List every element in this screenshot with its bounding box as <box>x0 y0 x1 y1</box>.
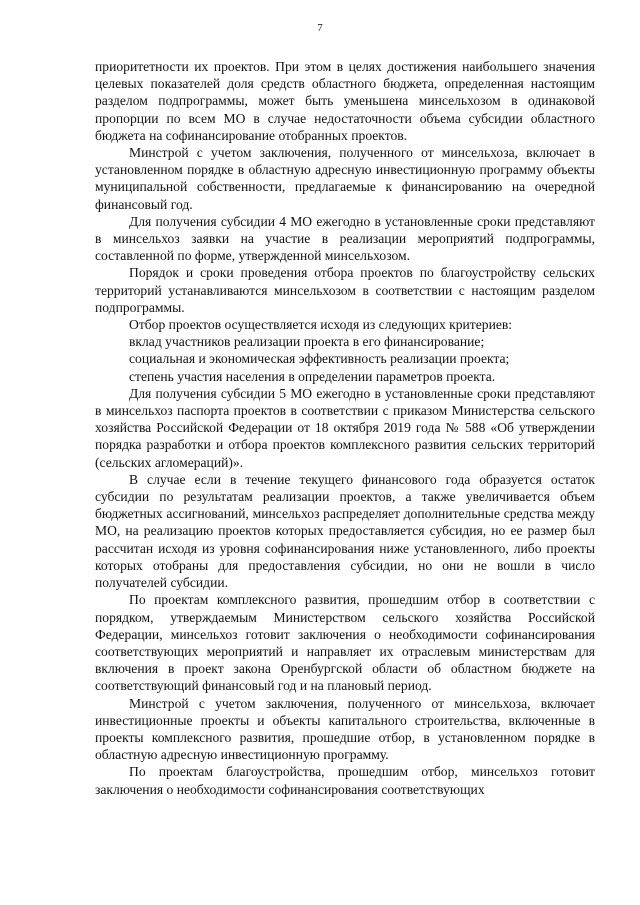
paragraph-complex-development: По проектам комплексного развития, прошедшим отбор в соответствии с порядком, утверждаемым Министерством сельского хозяйства Российской Федерации, минсельхоз готовит заключения о необходимости софинансирования соответствующих мероприятий и направляет их отраслевым министерствам для включения в проект закона Оренбургской области об областном бюджете на соответствующий финансовый год и на плановый период. <box>95 592 595 694</box>
paragraph-subsidy-4-application: Для получения субсидии 4 МО ежегодно в установленные сроки представляют в минсельхоз заявки на участие в реализации мероприятий подпрограммы, составленной по форме, утвержденной минсельхозом. <box>95 213 595 264</box>
criteria-item: вклад участников реализации проекта в его финансирование; <box>129 334 485 350</box>
paragraph-minstroy-investment: Минстрой с учетом заключения, полученного от минсельхоза, включает инвестиционные проекты и объекты капитального строительства, включенные в проекты комплексного развития, прошедшие отбор, в установленном порядке в областную адресную инвестиционную программу. <box>95 695 595 763</box>
criteria-item: степень участия населения в определении параметров проекта. <box>129 368 496 384</box>
paragraph-improvement-projects: По проектам благоустройства, прошедшим отбор, минсельхоз готовит заключения о необходимости софинансирования соответствующих <box>95 764 595 797</box>
criteria-item: социальная и экономическая эффективность реализации проекта; <box>129 351 510 367</box>
paragraph-minstroy-inclusion: Минстрой с учетом заключения, полученного от минсельхоза, включает в установленном порядке в областную адресную инвестиционную программу объекты муниципальной собственности, предлагаемые к финансированию на очередной финансовый год. <box>95 145 595 212</box>
document-body <box>95 58 595 798</box>
criteria-intro: Отбор проектов осуществляется исходя из следующих критериев: <box>129 317 513 333</box>
paragraph-subsidy-remainder: В случае если в течение текущего финансового года образуется остаток субсидии по результатам реализации проектов, а также увеличивается объем бюджетных ассигнований, минсельхоз распределяет дополнительные средства между МО, на реализацию проектов которых предоставляется субсидия, но ее размер был рассчитан исходя из уровня софинансирования ниже установленного, либо проекты которых отобраны для предоставления субсидии, но они не вошли в число получателей субсидии. <box>95 471 595 591</box>
paragraph-subsidy-5-passports: Для получения субсидии 5 МО ежегодно в установленные сроки представляют в минсельхоз паспорта проектов в соответствии с приказом Министерства сельского хозяйства Российской Федерации от 18 октября 2019 года № 588 «Об утверждении порядка разработки и отбора проектов комплексного развития сельских территорий (сельских агломераций)». <box>95 385 595 470</box>
paragraph-continuation: приоритетности их проектов. При этом в целях достижения наибольшего значения целевых показателей доля средств областного бюджета, определенная настоящим разделом подпрограммы, может быть уменьшена минсельхозом в одинаковой пропорции по всем МО в случае недостаточности объема субсидии областного бюджета на софинансирование отобранных проектов. <box>95 59 595 143</box>
paragraph-selection-procedure: Порядок и сроки проведения отбора проектов по благоустройству сельских территорий устанавливаются минсельхозом в соответствии с настоящим разделом подпрограммы. <box>95 265 595 315</box>
page-number: 7 <box>317 22 323 34</box>
